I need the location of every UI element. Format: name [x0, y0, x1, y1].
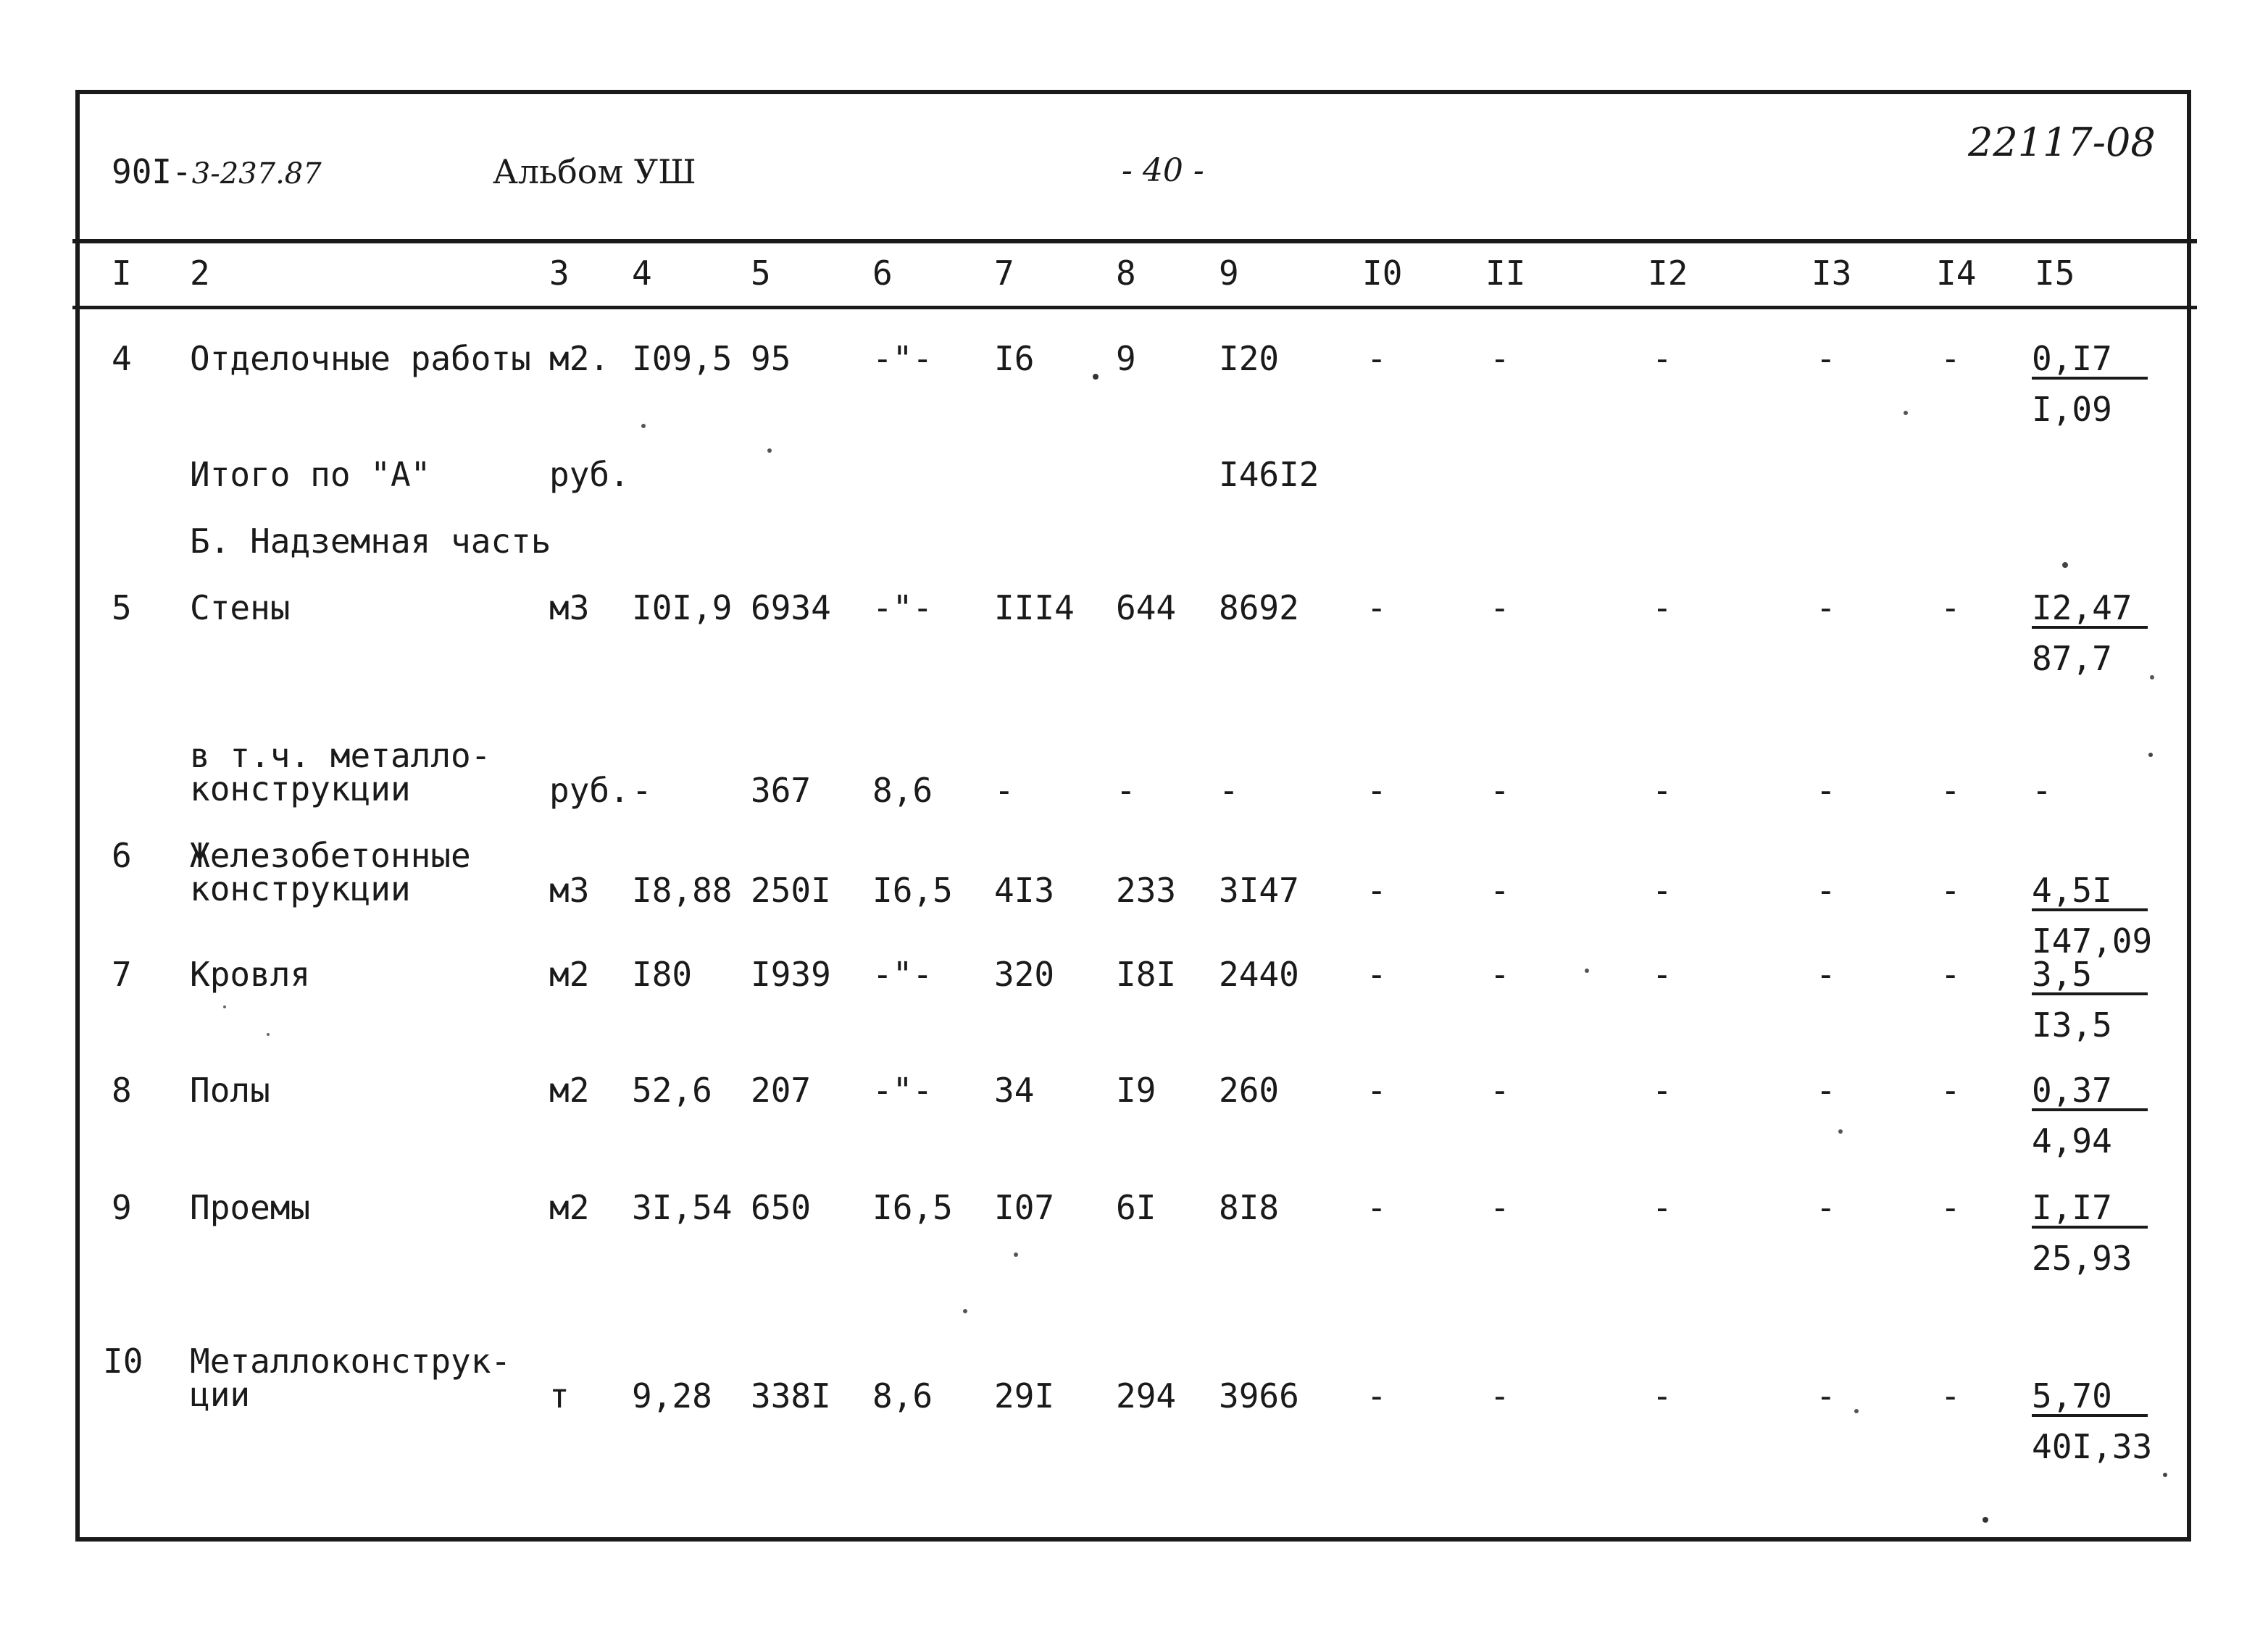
cell-col-13: -: [1816, 955, 1836, 994]
cell-col-8: 294: [1116, 1376, 1177, 1415]
cell-col-10: -: [1367, 588, 1387, 627]
cell-col-9: 2440: [1219, 955, 1299, 994]
page-number: - 40 -: [1122, 152, 1204, 189]
cell-col-7: 29I: [994, 1376, 1055, 1415]
row-name: Б. Надземная часть: [190, 522, 551, 561]
column-header-11: II: [1485, 254, 1526, 293]
cell-col-11: -: [1490, 771, 1510, 810]
cell-col-5: I939: [751, 955, 831, 994]
column-header-12: I2: [1648, 254, 1688, 293]
column-header-1: I: [112, 254, 132, 293]
cell-col-5: 95: [751, 339, 791, 378]
column-header-9: 9: [1219, 254, 1239, 293]
cell-col-11: -: [1490, 871, 1510, 910]
cell-col-11: -: [1490, 1188, 1510, 1227]
cell-col-9: -: [1219, 771, 1239, 810]
cell-col-14: -: [1940, 1188, 1961, 1227]
column-header-10: I0: [1362, 254, 1403, 293]
column-header-15: I5: [2035, 254, 2075, 293]
column-header-8: 8: [1116, 254, 1136, 293]
row-unit: руб.: [549, 771, 630, 810]
cell-col-14: -: [1940, 771, 1961, 810]
cell-col-13: -: [1816, 771, 1836, 810]
cell-col-8: 233: [1116, 871, 1177, 910]
cell-col-12: -: [1652, 871, 1672, 910]
cell-col-4: 52,6: [632, 1071, 712, 1110]
row-number: 7: [112, 955, 132, 994]
cell-col-6: -"-: [872, 588, 933, 627]
doc-code-handwritten: 3-237.87: [191, 157, 322, 191]
row-number: I0: [103, 1342, 143, 1381]
cell-col-15-top: 0,I7: [2032, 342, 2148, 380]
cell-col-8: -: [1116, 771, 1136, 810]
cell-col-10: -: [1367, 771, 1387, 810]
cell-col-9: I46I2: [1219, 455, 1319, 494]
cell-col-9: 8I8: [1219, 1188, 1280, 1227]
row-name: Полы: [190, 1071, 270, 1110]
row-unit: м2: [549, 1188, 590, 1227]
row-number: 9: [112, 1188, 132, 1227]
cell-col-6: 8,6: [872, 1376, 933, 1415]
column-header-6: 6: [872, 254, 893, 293]
row-name: Итого по "А": [190, 455, 431, 494]
cell-col-15-top: 4,5I: [2032, 874, 2148, 911]
cell-col-8: 9: [1116, 339, 1136, 378]
cell-col-12: -: [1652, 955, 1672, 994]
cell-col-15-top: I2,47: [2032, 591, 2148, 629]
row-unit: руб.: [549, 455, 630, 494]
cell-col-14: -: [1940, 871, 1961, 910]
cell-col-11: -: [1490, 588, 1510, 627]
cell-col-9: I20: [1219, 339, 1280, 378]
cell-col-6: -"-: [872, 339, 933, 378]
cell-col-15-bottom: 25,93: [2032, 1239, 2132, 1278]
cell-col-11: -: [1490, 339, 1510, 378]
cell-col-7: -: [994, 771, 1014, 810]
cell-col-9: 3966: [1219, 1376, 1299, 1415]
row-unit: м2: [549, 955, 590, 994]
row-name: в т.ч. металло- конструкции: [190, 736, 491, 808]
cell-col-12: -: [1652, 1188, 1672, 1227]
cell-col-14: -: [1940, 588, 1961, 627]
row-name: Отделочные работы: [190, 339, 531, 378]
cell-col-10: -: [1367, 339, 1387, 378]
cell-col-10: -: [1367, 1376, 1387, 1415]
row-name: Стены: [190, 588, 291, 627]
cell-col-14: -: [1940, 339, 1961, 378]
cell-col-10: -: [1367, 955, 1387, 994]
cell-col-8: 6I: [1116, 1188, 1156, 1227]
column-header-2: 2: [190, 254, 210, 293]
cell-col-11: -: [1490, 1071, 1510, 1110]
cell-col-15-bottom: I47,09: [2032, 921, 2153, 961]
row-name: Кровля: [190, 955, 311, 994]
cell-col-13: -: [1816, 1376, 1836, 1415]
cell-col-11: -: [1490, 955, 1510, 994]
cell-col-15-bottom: 4,94: [2032, 1121, 2112, 1160]
cell-col-6: -"-: [872, 955, 933, 994]
cell-col-13: -: [1816, 1071, 1836, 1110]
cell-col-7: I6: [994, 339, 1035, 378]
cell-col-9: 8692: [1219, 588, 1299, 627]
column-header-3: 3: [549, 254, 570, 293]
cell-col-14: -: [1940, 955, 1961, 994]
cell-col-7: 4I3: [994, 871, 1055, 910]
doc-code-printed: 90I-: [112, 152, 192, 191]
cell-col-14: -: [1940, 1376, 1961, 1415]
column-header-14: I4: [1936, 254, 1977, 293]
column-header-7: 7: [994, 254, 1014, 293]
row-unit: т: [549, 1376, 570, 1415]
row-name: Железобетонные конструкции: [190, 836, 471, 908]
cell-col-6: I6,5: [872, 1188, 953, 1227]
cell-col-14: -: [1940, 1071, 1961, 1110]
cell-col-7: 320: [994, 955, 1055, 994]
cell-col-15-bottom: 87,7: [2032, 639, 2112, 678]
cell-col-5: 338I: [751, 1376, 831, 1415]
cell-col-5: 250I: [751, 871, 831, 910]
row-number: 5: [112, 588, 132, 627]
cell-col-10: -: [1367, 871, 1387, 910]
row-unit: м2.: [549, 339, 610, 378]
cell-col-13: -: [1816, 1188, 1836, 1227]
cell-col-5: 6934: [751, 588, 831, 627]
cell-col-5: 367: [751, 771, 812, 810]
cell-col-4: I09,5: [632, 339, 733, 378]
cell-col-5: 650: [751, 1188, 812, 1227]
cell-col-6: I6,5: [872, 871, 953, 910]
row-name: Проемы: [190, 1188, 311, 1227]
cell-col-4: I80: [632, 955, 693, 994]
cell-col-13: -: [1816, 588, 1836, 627]
cell-col-15-bottom: I,09: [2032, 390, 2112, 429]
row-number: 8: [112, 1071, 132, 1110]
cell-col-13: -: [1816, 871, 1836, 910]
cell-col-15-top: 3,5: [2032, 958, 2148, 995]
row-number: 4: [112, 339, 132, 378]
cell-col-4: I0I,9: [632, 588, 733, 627]
cell-col-7: I07: [994, 1188, 1055, 1227]
cell-col-15-top: -: [2032, 771, 2052, 810]
cell-col-7: III4: [994, 588, 1075, 627]
cell-col-9: 3I47: [1219, 871, 1299, 910]
cell-col-8: 644: [1116, 588, 1177, 627]
cell-col-4: I8,88: [632, 871, 733, 910]
stamp-number: 22117-08: [1968, 120, 2156, 165]
cell-col-10: -: [1367, 1071, 1387, 1110]
cell-col-4: -: [632, 771, 652, 810]
cell-col-4: 3I,54: [632, 1188, 733, 1227]
column-header-13: I3: [1812, 254, 1852, 293]
column-header-5: 5: [751, 254, 771, 293]
cell-col-15-top: 5,70: [2032, 1379, 2148, 1417]
row-name: Металлоконструк- ции: [190, 1342, 512, 1414]
cell-col-11: -: [1490, 1376, 1510, 1415]
row-unit: м3: [549, 871, 590, 910]
cell-col-15-bottom: 40I,33: [2032, 1427, 2153, 1466]
album-label: Альбом УШ: [493, 152, 696, 191]
cell-col-4: 9,28: [632, 1376, 712, 1415]
cell-col-6: 8,6: [872, 771, 933, 810]
cell-col-15-top: I,I7: [2032, 1191, 2148, 1229]
cell-col-8: I8I: [1116, 955, 1177, 994]
cell-col-12: -: [1652, 588, 1672, 627]
cell-col-12: -: [1652, 1071, 1672, 1110]
cell-col-8: I9: [1116, 1071, 1156, 1110]
cell-col-12: -: [1652, 771, 1672, 810]
row-number: 6: [112, 836, 132, 875]
cell-col-6: -"-: [872, 1071, 933, 1110]
cell-col-9: 260: [1219, 1071, 1280, 1110]
cell-col-13: -: [1816, 339, 1836, 378]
cell-col-5: 207: [751, 1071, 812, 1110]
cell-col-7: 34: [994, 1071, 1035, 1110]
column-header-4: 4: [632, 254, 652, 293]
cell-col-10: -: [1367, 1188, 1387, 1227]
cell-col-12: -: [1652, 339, 1672, 378]
cell-col-12: -: [1652, 1376, 1672, 1415]
row-unit: м2: [549, 1071, 590, 1110]
cell-col-15-top: 0,37: [2032, 1074, 2148, 1111]
cell-col-15-bottom: I3,5: [2032, 1005, 2112, 1045]
row-unit: м3: [549, 588, 590, 627]
